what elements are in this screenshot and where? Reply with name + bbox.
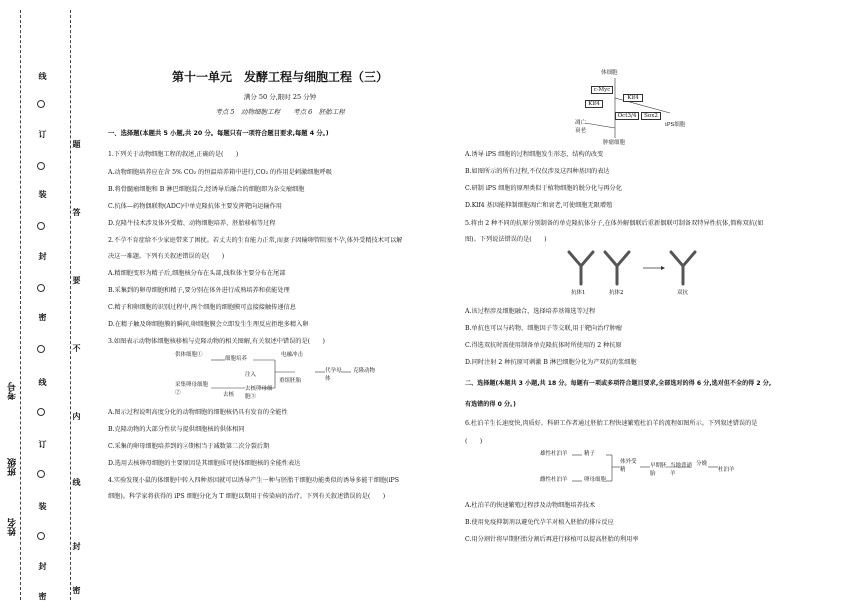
q3-option-a: A.图示过程说明高度分化的动物细胞的细胞核仍具有发育的全能性	[108, 409, 288, 416]
q5-stem-line1: 5.将由 2 种不同的抗原分别制备的单克隆抗体分子,在体外解偶联后重新偶联可制备双特异性抗体,简称双抗(如	[465, 220, 764, 227]
field-exam-number: 考号	[8, 382, 18, 400]
binding-marker: 密	[38, 592, 48, 600]
q6-female-sheep: 雌性杜泊羊	[540, 477, 568, 483]
q6-output-sheep: 杜泊羊	[718, 467, 735, 473]
q4-gene-klf4-b: Klf4	[623, 94, 643, 102]
q3-stem: 3.如图表示动物体细胞核移植与克隆动物的相关图解,有关叙述中错误的是( )	[108, 338, 325, 345]
q6-blank: ( )	[465, 438, 483, 445]
section2-heading-line2: 有选错的得 0 分。)	[465, 401, 516, 408]
q4-diagram	[575, 68, 695, 148]
q4-option-a: A.诱导 iPS 细胞的过程细胞发生形态、结构的改变	[465, 151, 604, 158]
q1-option-a: A.动物细胞培养应在含 5% CO₂ 的恒温培养箱中进行,CO₂ 的作用是刺激细胞呼吸	[108, 169, 332, 176]
binding-warning: 要	[72, 276, 82, 284]
q3-electro-pulse: 电融冲击	[281, 352, 304, 358]
q5-option-b: B.单抗也可以与药物、细胞因子等交联,用于靶向治疗肿瘤	[465, 325, 622, 332]
q1-option-b: B.将骨髓瘤细胞和 B 淋巴细胞混合,经诱导后融合的细胞即为杂交瘤细胞	[108, 186, 305, 193]
q6-sperm: 精子	[584, 451, 596, 457]
binding-marker: 线	[38, 378, 48, 386]
q1-option-d: D.克隆牛技术涉及体外受精、动物细胞培养、胚胎移植等过程	[108, 220, 276, 227]
binding-margin	[0, 0, 80, 608]
exam-points: 考点 5 动物细胞工程 考点 6 胚胎工程	[215, 108, 345, 116]
q6-birth: 分娩	[696, 461, 708, 467]
binding-marker: 封	[38, 252, 48, 260]
binding-circle	[37, 345, 45, 353]
q3-enucleated-oocyte: 去核卵母细胞③	[245, 386, 273, 400]
q3-diagram	[175, 350, 385, 400]
q4-option-b: B.如图所示的所有过程,不仅仅涉及这四种基因的表达	[465, 168, 610, 175]
binding-marker: 订	[38, 130, 48, 138]
q5-option-a: A.该过程涉及细胞融合、选择培养基筛选等过程	[465, 308, 596, 315]
q6-diagram	[540, 445, 740, 495]
q3-reconstructed-embryo: 重组胚胎	[279, 378, 302, 384]
q4-ips-cell: iPS细胞	[665, 122, 686, 128]
binding-warning: 密	[72, 586, 82, 594]
q2-stem-line2: 决这一难题。下列有关叙述错误的是( )	[108, 253, 225, 260]
q3-donor-cell: 供体细胞①	[175, 352, 203, 358]
q5-diagram	[565, 246, 715, 296]
q2-option-a: A.精细胞变形为精子后,细胞核分布在头部,线粒体主要分布在尾部	[108, 270, 286, 277]
q6-male-sheep: 雄性杜泊羊	[540, 451, 568, 457]
q3-option-c: C.采集的卵母细胞培养到的②期相当于减数第二次分裂后期	[108, 443, 270, 450]
section1-heading: 一、选择题(本题共 5 小题,共 20 分。每题只有一项符合题目要求,每题 4 分。)	[108, 130, 329, 137]
q4-option-c: C.研制 iPS 细胞的原理类似于植物细胞的脱分化与再分化	[465, 185, 622, 192]
q6-local-sheep: 当地普通羊	[670, 463, 693, 477]
q5-option-c: C.得选双抗时需使用制备单克隆抗体时所使用的 2 种抗原	[465, 342, 622, 349]
binding-warning: 内	[72, 412, 82, 420]
q6-oocyte: 卵母细胞	[584, 477, 607, 483]
q3-clone-animal: 克隆动物	[353, 368, 376, 374]
page-title: 第十一单元 发酵工程与细胞工程（三）	[171, 70, 388, 84]
q5-antibody2: 抗体2	[609, 290, 624, 296]
binding-circle	[37, 532, 45, 540]
q6-stem: 6.杜泊羊生长速度快,肉质好。科研工作者通过胚胎工程快速繁殖杜泊羊的流程如图所示。下列叙述错误的是	[465, 420, 758, 427]
q4-gene-klf4-a: Klf4	[585, 100, 603, 108]
q4-apoptosis: 凋亡衰老	[575, 120, 587, 134]
q4-stem-line2: 细胞)。科学家将获得的 iPS 细胞分化为 T 细胞以期用于传染病的治疗。下列有关叙述错误的是( )	[108, 493, 386, 500]
binding-marker: 装	[38, 502, 48, 510]
binding-marker: 密	[38, 313, 48, 321]
q2-option-b: B.采集到的卵母细胞和精子,要分别在体外进行成熟培养和获能处理	[108, 287, 290, 294]
q1-stem: 1.下列关于动物细胞工程的叙述,正确的是( )	[108, 151, 239, 158]
q2-stem-line1: 2.不孕不育症给不少家庭带来了困扰。若丈夫的生育能力正常,而妻子因输卵管阻塞不孕,体外受精技术可以解	[108, 237, 403, 244]
q3-surrogate: 代孕母体	[325, 368, 342, 382]
q6-early-embryo: 早期胚胎	[650, 463, 667, 477]
q4-somatic-cell: 体细胞	[601, 70, 618, 76]
binding-circle	[37, 284, 45, 292]
field-name: 姓名	[8, 518, 18, 536]
binding-marker: 封	[38, 562, 48, 570]
q5-stem-line2: 图)。下列说法错误的是( )	[465, 236, 547, 243]
q3-cell-culture: 细胞培养	[225, 356, 248, 362]
field-class: 班级	[8, 458, 18, 476]
q4-tumor-cell: 肿瘤细胞	[603, 140, 626, 146]
q5-antibody-drawing	[565, 246, 715, 296]
q4-gene-cmyc: c-Myc	[591, 86, 613, 94]
q6-option-b: B.使用免疫抑制剂以避免代孕羊对植入胚胎的排斥反应	[465, 519, 614, 526]
binding-marker: 装	[38, 190, 48, 198]
binding-circle	[37, 408, 45, 416]
binding-warning: 题	[72, 140, 82, 148]
binding-circle	[37, 100, 45, 108]
binding-circle	[37, 162, 45, 170]
binding-warning: 答	[72, 208, 82, 216]
q4-option-d: D.Klf4 基因能抑制细胞凋亡和衰老,可使细胞无限增殖	[465, 202, 613, 209]
q3-option-b: B.克隆动物的大部分性状与提供细胞核的供体相同	[108, 426, 245, 433]
binding-warning: 封	[72, 542, 82, 550]
q4-gene-oct34: Oct3/4	[615, 112, 639, 120]
q6-option-a: A.杜泊羊的快速繁殖过程涉及动物细胞培养技术	[465, 502, 596, 509]
binding-warning: 不	[72, 344, 82, 352]
q4-gene-sox2: Sox2	[641, 112, 661, 120]
q5-option-d: D.同时注射 2 种抗原可刺激 B 淋巴细胞分化为产双抗的浆细胞	[465, 359, 637, 366]
binding-marker: 订	[38, 440, 48, 448]
binding-line-inner	[20, 10, 21, 600]
binding-circle	[37, 222, 45, 230]
binding-circle	[37, 470, 45, 478]
q2-option-d: D.在精子触及卵细胞膜的瞬间,卵细胞膜会立即发生生理反应拒绝多精入卵	[108, 321, 309, 328]
q4-stem-line1: 4.实验发现小鼠的体细胞中转入四种基因就可以诱导产生一种与胚胎干细胞功能类似的诱导多能干细胞(iPS	[108, 477, 399, 484]
score-info: 满分 50 分,限时 25 分钟	[243, 93, 317, 101]
q4-diagram-lines	[575, 68, 695, 148]
q3-inject: 注入	[245, 372, 257, 378]
q5-bispecific: 双抗	[677, 290, 689, 296]
q6-diagram-lines	[540, 445, 740, 495]
q2-option-c: C.精子和卵细胞的识别过程中,两个细胞的细胞膜可直接接触传递信息	[108, 304, 296, 311]
q3-oocyte: 采集卵母细胞②	[175, 382, 209, 396]
section2-heading-line1: 二、选择题(本题共 3 小题,共 18 分。每题有一项或多项符合题目要求,全部选对的得 6 分,选对但不全的得 2 分,	[465, 380, 772, 387]
q6-ivf: 体外受精	[620, 459, 637, 473]
q3-option-d: D.选用去核卵母细胞的主要原因是其细胞质可使体细胞核的全能性表达	[108, 460, 301, 467]
q1-option-c: C.抗体—药物偶联物(ADC)中单克隆抗体主要发挥靶向运输作用	[108, 203, 282, 210]
binding-line-outer	[70, 10, 71, 600]
binding-marker: 线	[38, 72, 48, 80]
q6-option-c: C.用分割针将早期胚胎分割后再进行移植可以提高胚胎的利用率	[465, 536, 639, 543]
binding-warning: 线	[72, 478, 82, 486]
q3-enucleate: 去核	[223, 392, 235, 398]
q5-antibody1: 抗体1	[571, 290, 586, 296]
